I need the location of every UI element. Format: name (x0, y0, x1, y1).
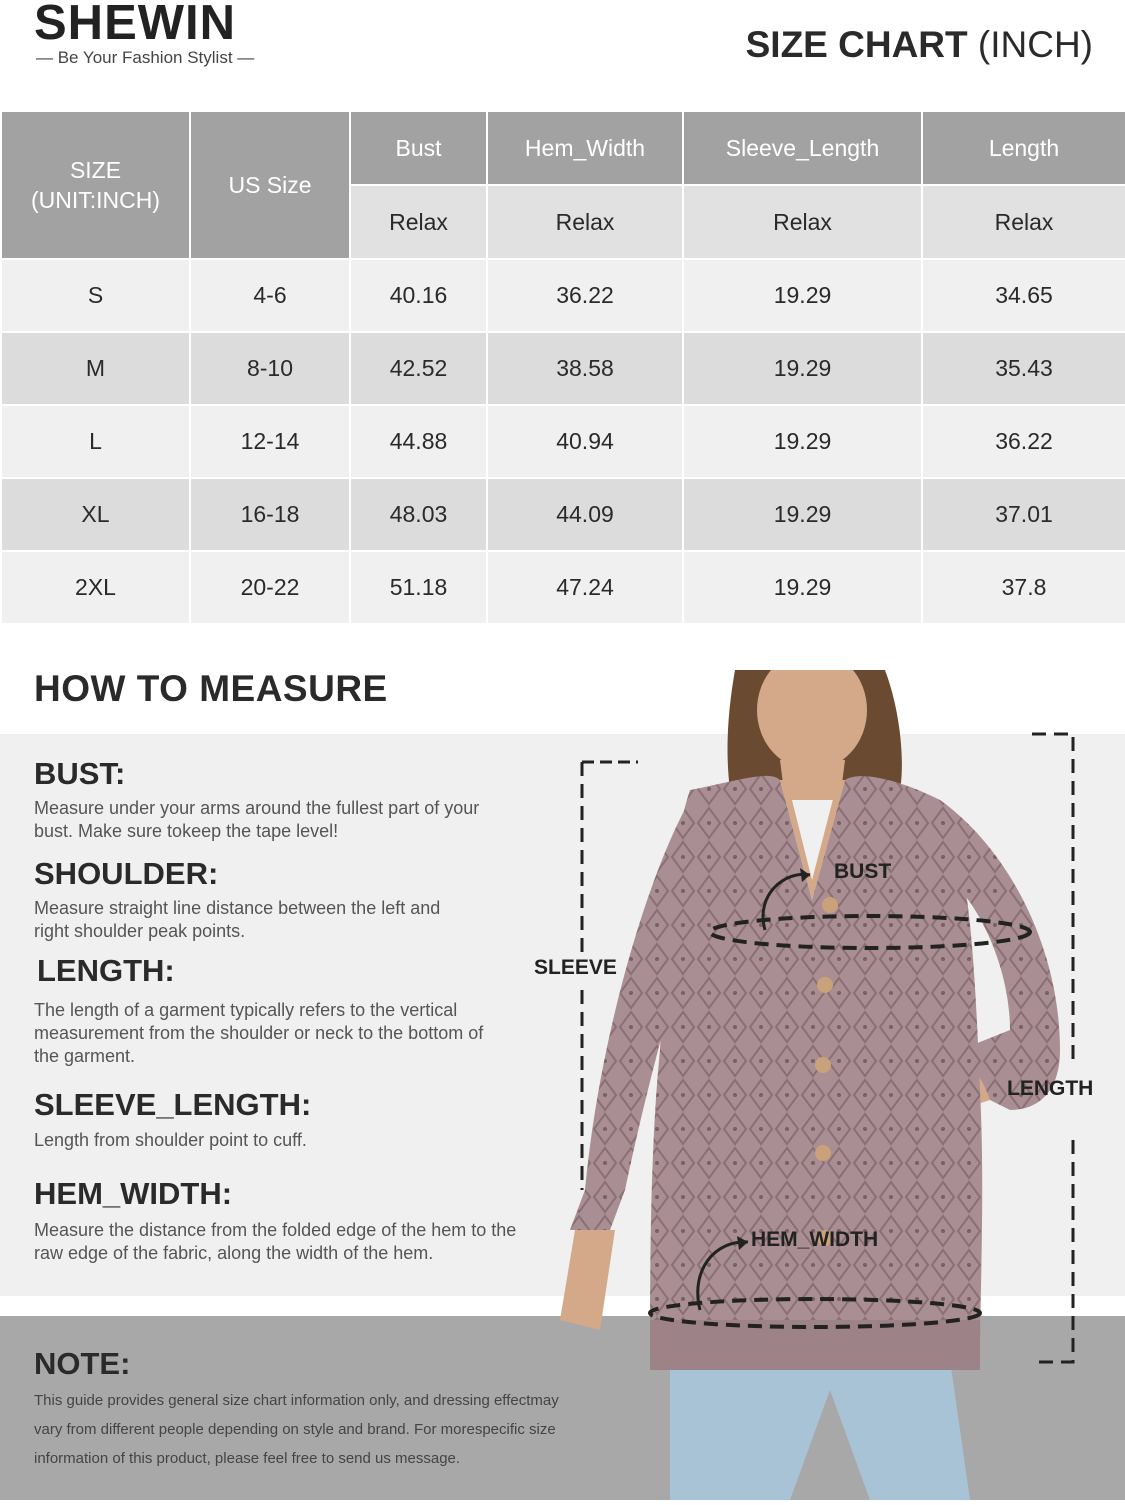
brand-tagline: — Be Your Fashion Stylist — (36, 48, 255, 67)
sleeve-figure-label: SLEEVE (534, 956, 617, 979)
button (815, 1145, 831, 1161)
table-cell: 16-18 (190, 478, 350, 551)
bust-figure-label: BUST (834, 860, 892, 883)
length-column-header: Length (922, 111, 1125, 185)
table-header-row (1, 111, 1125, 185)
table-cell: 19.29 (683, 405, 922, 478)
subheader-cell: Relax (683, 185, 922, 259)
table-cell: 40.94 (487, 405, 683, 478)
size-chart-title (746, 24, 1093, 66)
table-cell: 19.29 (683, 332, 922, 405)
table-cell: XL (1, 478, 190, 551)
subheader-cell: Relax (922, 185, 1125, 259)
table-cell: 12-14 (190, 405, 350, 478)
table-cell: 38.58 (487, 332, 683, 405)
bust-heading: BUST: (34, 756, 126, 791)
length-heading: LENGTH: (37, 953, 175, 988)
table-cell: 36.22 (487, 259, 683, 332)
bust-text: Measure under your arms around the fullest part of your bust. Make sure tokeep the tape level! (34, 798, 480, 841)
table-cell: M (1, 332, 190, 405)
note-text: This guide provides general size chart information only, and dressing effectmay vary from different people depending on style and brand. For morespecific size information of this product, please feel free to send us message. (34, 1392, 559, 1467)
table-cell: 20-22 (190, 551, 350, 624)
button (815, 1057, 831, 1073)
shoulder-text: Measure straight line distance between the left and right shoulder peak points. (34, 898, 441, 941)
table-cell: 48.03 (350, 478, 487, 551)
table-cell: 44.09 (487, 478, 683, 551)
table-row (1, 405, 1125, 478)
table-cell: 44.88 (350, 405, 487, 478)
sleeve-length-text: Length from shoulder point to cuff. (34, 1130, 307, 1150)
brand-logo (34, 0, 254, 68)
model-figure (534, 670, 1125, 1500)
hem-width-figure-label: HEM_WIDTH (751, 1228, 879, 1251)
size-table (0, 110, 1125, 625)
table-cell: 51.18 (350, 551, 487, 624)
subheader-cell: Relax (350, 185, 487, 259)
table-cell: L (1, 405, 190, 478)
hem-width-text: Measure the distance from the folded edge of the hem to the raw edge of the fabric, along the width of the hem. (34, 1220, 517, 1263)
table-cell: 19.29 (683, 259, 922, 332)
table-row (1, 259, 1125, 332)
hem-width-heading: HEM_WIDTH: (34, 1176, 233, 1211)
table-cell: 4-6 (190, 259, 350, 332)
table-cell: 2XL (1, 551, 190, 624)
table-cell: 47.24 (487, 551, 683, 624)
table-cell: 19.29 (683, 551, 922, 624)
table-cell: 35.43 (922, 332, 1125, 405)
length-text: The length of a garment typically refers to the vertical measurement from the shoulder or neck to the bottom of the garment. (34, 1000, 484, 1066)
table-row (1, 478, 1125, 551)
table-cell: 42.52 (350, 332, 487, 405)
sleeve-length-heading: SLEEVE_LENGTH: (34, 1087, 312, 1122)
table-cell: 37.01 (922, 478, 1125, 551)
left-hand (560, 1230, 615, 1330)
length-figure-label: LENGTH (1007, 1077, 1094, 1100)
size-chart-title-unit: (INCH) (977, 24, 1093, 65)
sleeve-length-column-header: Sleeve_Length (683, 111, 922, 185)
table-cell: 19.29 (683, 478, 922, 551)
table-cell: 36.22 (922, 405, 1125, 478)
table-cell: 40.16 (350, 259, 487, 332)
us-size-column-header: US Size (190, 111, 350, 259)
bust-column-header: Bust (350, 111, 487, 185)
size-chart-title-main: SIZE CHART (745, 24, 968, 65)
size-header-line1: SIZE (69, 157, 122, 183)
table-cell: 8-10 (190, 332, 350, 405)
size-header-line2: (UNIT:INCH) (30, 187, 161, 213)
table-cell: 37.8 (922, 551, 1125, 624)
table-row (1, 551, 1125, 624)
button (817, 977, 833, 993)
table-cell: S (1, 259, 190, 332)
table-cell: 34.65 (922, 259, 1125, 332)
hem-width-column-header: Hem_Width (487, 111, 683, 185)
length-measure-line-bottom (1032, 1140, 1073, 1362)
brand-name: SHEWIN (34, 0, 236, 50)
shoulder-heading: SHOULDER: (34, 856, 219, 891)
how-to-measure-title: HOW TO MEASURE (34, 668, 388, 709)
jeans (670, 1360, 970, 1500)
size-column-header (1, 111, 190, 259)
subheader-cell: Relax (487, 185, 683, 259)
note-heading: NOTE: (34, 1346, 131, 1381)
table-row (1, 332, 1125, 405)
button (822, 897, 838, 913)
